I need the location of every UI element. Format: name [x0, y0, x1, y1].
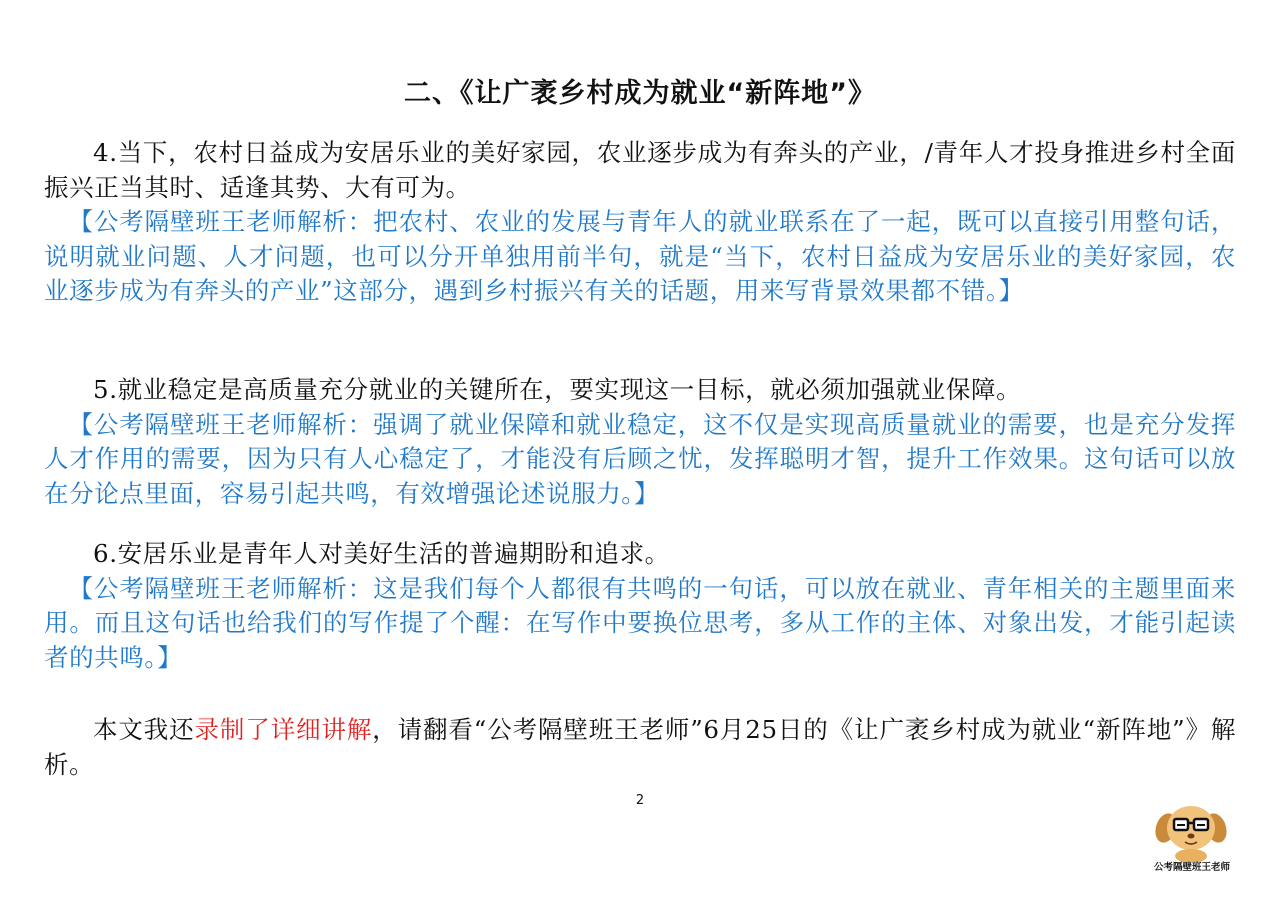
logo: [1144, 798, 1240, 878]
item-5-note: 【公考隔壁班王老师解析：强调了就业保障和就业稳定，这不仅是实现高质量就业的需要，也是充分发挥人才作用的需要，因为只有人心稳定了，才能没有后顾之忧，发挥聪明才智，提升工作效果。这句话可以放在分论点里面，容易引起共鸣，有效增强论述说服力。】: [44, 409, 1236, 508]
item-6: [44, 537, 1236, 675]
cartoon-dog-with-glasses-icon: [1152, 798, 1230, 862]
closing-highlight: 录制了详细讲解: [194, 715, 373, 744]
item-6-text: 6.安居乐业是青年人对美好生活的普遍期盼和追求。: [93, 539, 670, 568]
item-6-note: 【公考隔壁班王老师解析：这是我们每个人都很有共鸣的一句话，可以放在就业、青年相关的主题里面来用。而且这句话也给我们的写作提了个醒：在写作中要换位思考，多从工作的主体、对象出发，才能引起读者的共鸣。】: [44, 573, 1236, 672]
closing-paragraph: [44, 713, 1236, 782]
closing-before: 本文我还: [93, 715, 195, 744]
page-number: 2: [635, 793, 645, 808]
item-4-note: 【公考隔壁班王老师解析：把农村、农业的发展与青年人的就业联系在了一起，既可以直接引用整句话，说明就业问题、人才问题，也可以分开单独用前半句，就是“当下，农村日益成为安居乐业的美好家园，农业逐步成为有奔头的产业”这部分，遇到乡村振兴有关的话题，用来写背景效果都不错。】: [44, 207, 1236, 305]
closing-after: ，请翻看“公考隔壁班王老师”6月25日的《让广袤乡村成为就业“新阵地”》解析。: [44, 715, 1237, 779]
item-5-text: 5.就业稳定是高质量充分就业的关键所在，要实现这一目标，就必须加强就业保障。: [93, 375, 1022, 404]
item-5: [44, 373, 1236, 511]
item-4-text: 4.当下，农村日益成为安居乐业的美好家园，农业逐步成为有奔头的产业，/青年人才投身推进乡村全面振兴正当其时、适逢其势、大有可为。: [44, 138, 1236, 202]
document-title: 二、《让广袤乡村成为就业“新阵地”》: [404, 78, 876, 109]
closing-text: [44, 713, 1236, 782]
item-4: [44, 136, 1236, 309]
logo-text: 公考隔壁班王老师: [1153, 862, 1230, 873]
